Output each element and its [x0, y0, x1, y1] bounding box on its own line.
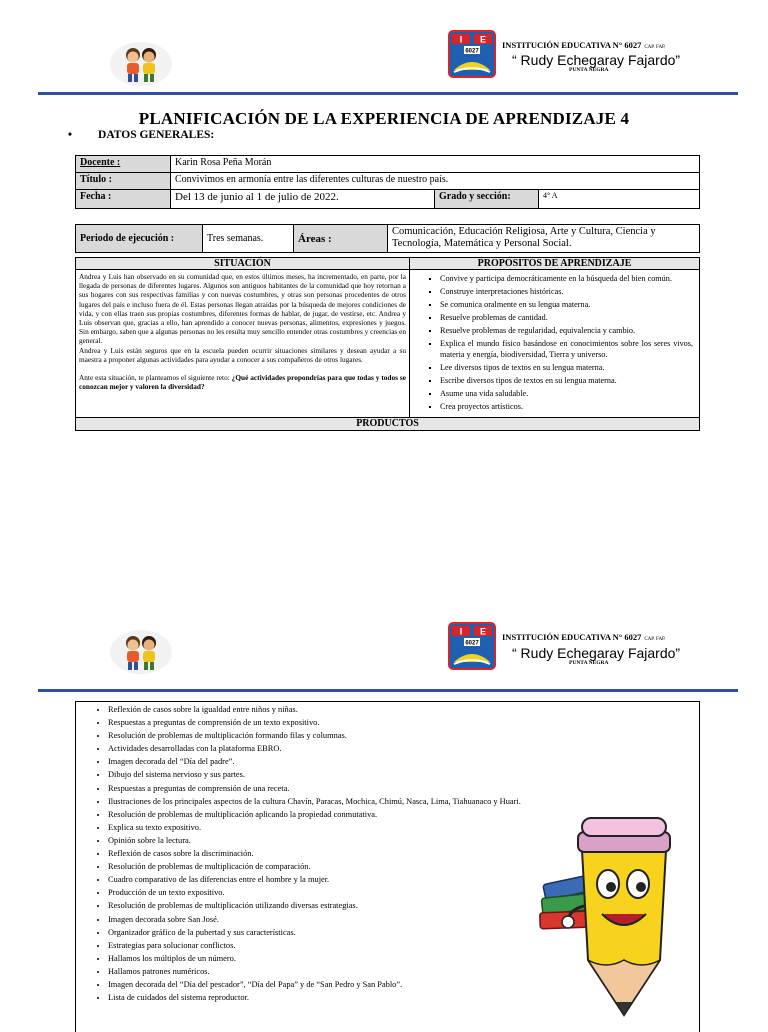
challenge-question: ¿Qué actividades propondrías para que todas y todos se conozcan mejor y valoren la diversidad? — [79, 373, 406, 392]
school-name: “ Rudy Echegaray Fajardo” — [512, 645, 681, 661]
product-item: • Hallamos patrones numéricos. — [108, 965, 521, 978]
purpose-item: ▪ Explica el mundo físico basándose en conocimientos sobre los seres vivos, materia y energía, biodiversidad, Tierra y universo. — [440, 339, 693, 359]
purpose-item: ▪ Lee diversos tipos de textos en su lengua materna. — [440, 363, 693, 373]
grado-value: 4° A — [539, 190, 700, 209]
product-item: • Respuestas a preguntas de comprensión de un texto expositivo. — [108, 716, 521, 729]
product-item: • Organizador gráfico de la pubertad y sus características. — [108, 926, 521, 939]
situation-heading: SITUACIÓN — [76, 258, 409, 270]
fecha-value: Del 13 de junio al 1 de julio de 2022. — [171, 190, 435, 209]
purposes-heading: PROPÓSITOS DE APRENDIZAJE — [410, 258, 699, 270]
products-heading: PRODUCTOS — [76, 418, 700, 431]
purpose-item: ▪ Resuelve problemas de regularidad, equivalencia y cambio. — [440, 326, 693, 336]
challenge-intro: Ante esta situación, te planteamos el siguiente reto: — [79, 373, 232, 383]
purposes-cell — [410, 258, 700, 418]
purpose-item: ▪ Convive y participa democráticamente en la búsqueda del bien común. — [440, 274, 693, 284]
pencil-mascot-icon — [538, 810, 698, 1020]
header-rule — [38, 92, 738, 95]
grado-label: Grado y sección: — [435, 190, 539, 209]
product-item: • Reflexión de casos sobre la discriminación. — [108, 847, 521, 860]
product-item: • Resolución de problemas de multiplicación aplicando la propiedad conmutativa. — [108, 808, 521, 821]
product-item: • Producción de un texto expositivo. — [108, 886, 521, 899]
school-crest-icon — [448, 30, 496, 78]
situation-purposes-table — [75, 257, 700, 431]
docente-value: Karin Rosa Peña Morán — [171, 156, 700, 173]
product-item: • Ilustraciones de los principales aspectos de la cultura Chavín, Paracas, Mochica, Chimú, Nasca, Lima, Tiahuanaco y Huari. — [108, 795, 521, 808]
header-rule — [38, 689, 738, 692]
product-item: • Hallamos los múltiplos de un número. — [108, 952, 521, 965]
purpose-item: ▪ Escribe diversos tipos de textos en su lengua materna. — [440, 376, 693, 386]
areas-label: Áreas : — [294, 225, 388, 253]
purpose-item: ▪ Crea proyectos artísticos. — [440, 402, 693, 412]
situation-challenge — [79, 373, 406, 391]
products-list — [92, 703, 521, 1004]
crest-letter-i: I — [459, 34, 463, 45]
institution-label: INSTITUCIÓN EDUCATIVA N° 6027 — [502, 40, 642, 50]
product-item: • Dibujo del sistema nervioso y sus partes. — [108, 768, 521, 781]
school-crest-icon — [448, 622, 496, 670]
product-item: • Cuadro comparativo de las diferencias entre el hombre y la mujer. — [108, 873, 521, 886]
product-item: • Respuestas a preguntas de comprensión de una receta. — [108, 782, 521, 795]
crest-number: 6027 — [465, 640, 479, 647]
product-item: • Estrategias para solucionar conflictos. — [108, 939, 521, 952]
crest-letter-e: E — [479, 626, 487, 637]
situation-cell — [76, 258, 410, 418]
page-title: PLANIFICACIÓN DE LA EXPERIENCIA DE APRENDIZAJE 4 — [138, 109, 630, 128]
general-data-table — [75, 155, 700, 209]
institution-suffix: CAP. FAP. — [644, 45, 666, 50]
institution-line — [502, 632, 666, 642]
product-item: • Resolución de problemas de multiplicación formando filas y columnas. — [108, 729, 521, 742]
product-item: • Actividades desarrolladas con la plataforma EBRO. — [108, 742, 521, 755]
periodo-label: Periodo de ejecución : — [76, 225, 203, 253]
docente-label: Docente : — [76, 156, 171, 173]
product-item: • Explica su texto expositivo. — [108, 821, 521, 834]
children-logo-icon — [108, 626, 174, 676]
product-item: • Opinión sobre la lectura. — [108, 834, 521, 847]
product-item: • Resolución de problemas de multiplicación utilizando diversas estrategias. — [108, 899, 521, 912]
crest-letter-i: I — [459, 626, 463, 637]
children-logo-icon — [108, 38, 174, 88]
situation-text — [76, 270, 409, 393]
school-place: PUNTA NEGRA — [569, 660, 609, 666]
situation-paragraph-1: Andrea y Luis han observado en su comunidad que, en estos últimos meses, ha incrementado, en parte, por la llegada de personas de diferentes lugares. Algunos son antiguos habitantes de la comunidad que hoy retornan a sus hogares con sus respectivas familias y con nuevas costumbres, y otras son personas procedentes de otros lugares del país e incluso fuera de él. Estas personas llegan atraídas por la búsqueda de mejores condiciones de vida, y con ellas traen sus propias costumbres, diferentes formas de hablar, de jugar, de vestirse, etc. Andrea y Luis observan que, gracias a ello, han aprendido a conocer nuevas personas, alimentos, expresiones y juegos. Sin embargo, saben que a algunas personas no les resulta muy sencillo entender otras costumbres y creencias en general. — [79, 272, 406, 346]
product-item: • Resolución de problemas de multiplicación de comparación. — [108, 860, 521, 873]
institution-label: INSTITUCIÓN EDUCATIVA N° 6027 — [502, 632, 642, 642]
period-table — [75, 224, 700, 253]
institution-suffix: CAP. FAP. — [644, 637, 666, 642]
product-item: • Imagen decorada del “Día del padre”. — [108, 755, 521, 768]
titulo-label: Título : — [76, 173, 171, 190]
titulo-value: Convivimos en armonía entre las diferentes culturas de nuestro país. — [171, 173, 700, 190]
purpose-item: ▪ Construye interpretaciones históricas. — [440, 287, 693, 297]
general-data-heading — [68, 129, 240, 141]
purpose-item: ▪ Resuelve problemas de cantidad. — [440, 313, 693, 323]
product-item: • Lista de cuidados del sistema reproductor. — [108, 991, 521, 1004]
school-name: “ Rudy Echegaray Fajardo” — [512, 52, 681, 68]
crest-letter-e: E — [479, 34, 487, 45]
institution-line — [502, 40, 666, 50]
purpose-item: ▪ Asume una vida saludable. — [440, 389, 693, 399]
fecha-label: Fecha : — [76, 190, 171, 209]
bullet-icon: • — [68, 129, 73, 141]
periodo-value: Tres semanas. — [203, 225, 294, 253]
product-item: • Reflexión de casos sobre la igualdad entre niños y niñas. — [108, 703, 521, 716]
purpose-item: ▪ Se comunica oralmente en su lengua materna. — [440, 300, 693, 310]
school-place: PUNTA NEGRA — [569, 67, 609, 73]
general-data-heading-text: DATOS GENERALES: — [98, 129, 215, 141]
purposes-list — [410, 270, 699, 417]
crest-number: 6027 — [465, 48, 479, 55]
product-item: • Imagen decorada sobre San José. — [108, 913, 521, 926]
situation-paragraph-2: Andrea y Luis están seguros que en la escuela pueden ocurrir situaciones similares y desean ayudar a su maestra a proponer algunas actividades para ayudar a conocer a sus compañeros de otros lugares. — [79, 345, 406, 364]
areas-value: Comunicación, Educación Religiosa, Arte y Cultura, Ciencia y Tecnología, Matemática y Personal Social. — [388, 225, 700, 253]
product-item: • Imagen decorada del “Día del pescador”, “Día del Papa” y de “San Pedro y San Pablo”. — [108, 978, 521, 991]
